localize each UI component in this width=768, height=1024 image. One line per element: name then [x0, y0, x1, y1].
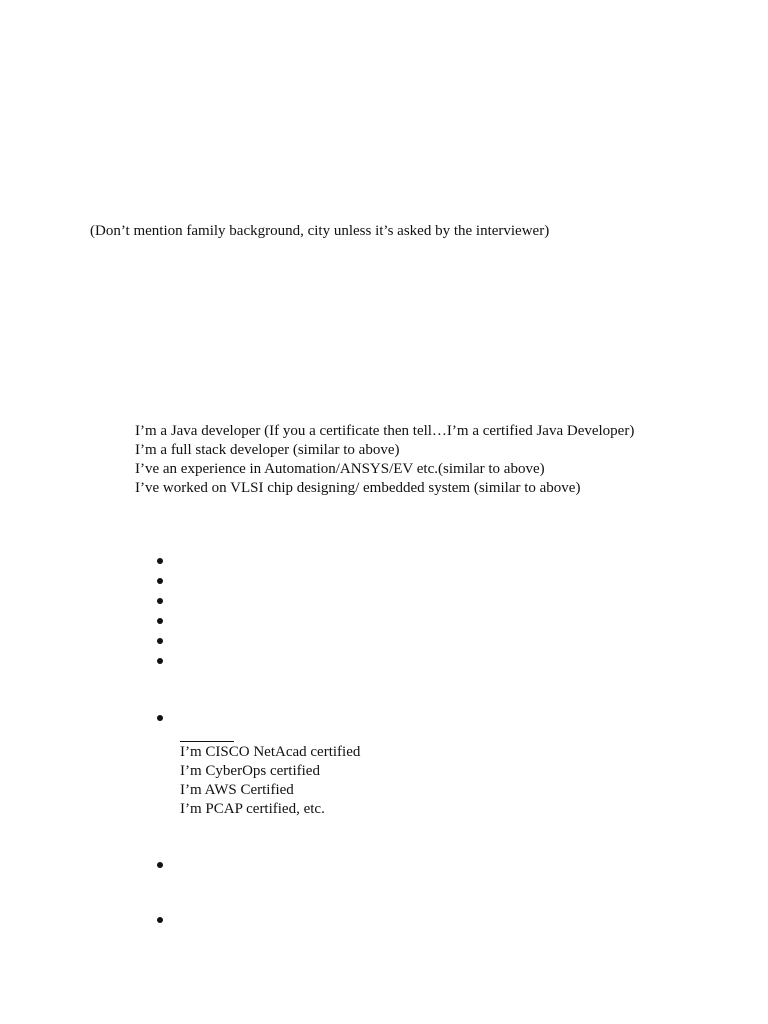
bullet-icon	[157, 862, 163, 868]
role-statement: I’ve worked on VLSI chip designing/ embedded system (similar to above)	[135, 480, 581, 496]
certification-item: I’m AWS Certified	[180, 782, 294, 798]
certification-item: I’m CyberOps certified	[180, 763, 320, 779]
certification-list	[180, 743, 360, 819]
interview-note: (Don’t mention family background, city unless it’s asked by the interviewer)	[90, 223, 550, 239]
blank-underline	[180, 741, 234, 742]
bullet-icon	[157, 638, 163, 644]
role-statement: I’m a Java developer (If you a certificate then tell…I’m a certified Java Developer)	[135, 423, 635, 439]
certification-item: I’m PCAP certified, etc.	[180, 801, 325, 817]
role-statement: I’m a full stack developer (similar to above)	[135, 442, 400, 458]
role-statement: I’ve an experience in Automation/ANSYS/EV etc.(similar to above)	[135, 461, 545, 477]
bullet-icon	[157, 558, 163, 564]
bullet-icon	[157, 917, 163, 923]
role-statements	[135, 422, 634, 498]
bullet-icon	[157, 658, 163, 664]
bullet-icon	[157, 715, 163, 721]
bullet-icon	[157, 618, 163, 624]
certification-item: I’m CISCO NetAcad certified	[180, 744, 361, 760]
bullet-icon	[157, 598, 163, 604]
bullet-icon	[157, 578, 163, 584]
